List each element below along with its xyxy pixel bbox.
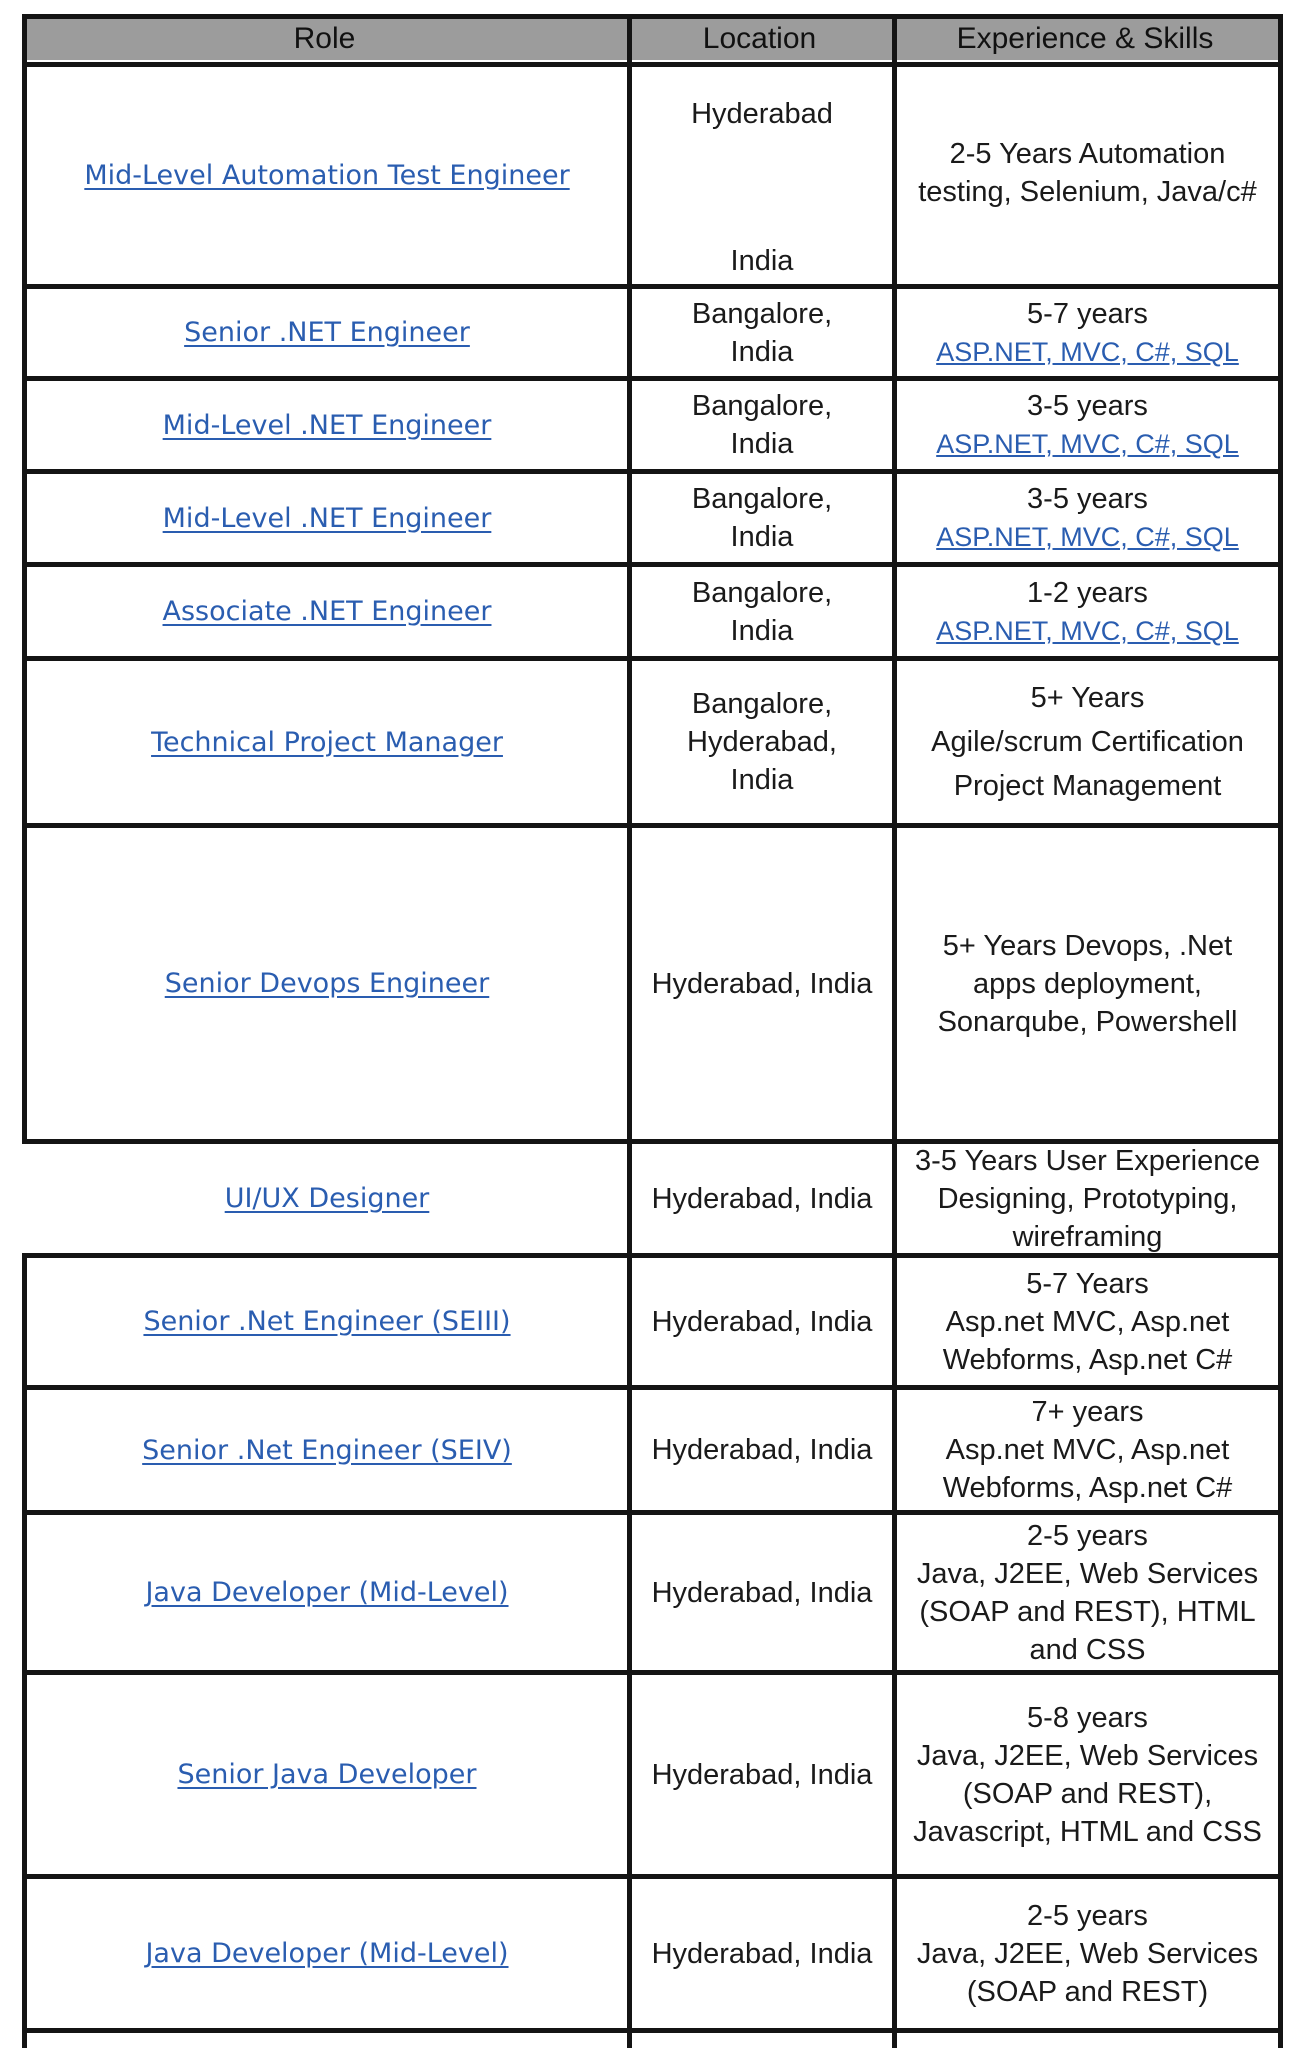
location-line: India — [730, 335, 794, 368]
experience-line: Asp.net MVC, Asp.net — [945, 1305, 1230, 1338]
experience-line: Webforms, Asp.net C# — [942, 1472, 1233, 1504]
experience-line: 2-5 years — [1027, 1899, 1148, 1932]
location-cell — [632, 661, 892, 823]
experience-cell — [897, 381, 1278, 469]
location-line: Hyderabad, India — [651, 1182, 873, 1215]
role-link[interactable]: UI/UX Designer — [224, 1183, 430, 1214]
location-cell — [632, 567, 892, 656]
role-cell — [27, 567, 627, 656]
location-cell — [632, 67, 892, 284]
skills-link[interactable]: ASP.NET, MVC, C#, SQL — [936, 429, 1239, 459]
experience-cell — [897, 1258, 1278, 1385]
location-cell — [632, 1515, 892, 1670]
experience-line: 7+ years — [1031, 1396, 1144, 1428]
location-cell — [632, 828, 892, 1139]
col-divider — [1278, 14, 1283, 2048]
role-cell — [27, 67, 627, 284]
role-link[interactable]: Mid-Level .NET Engineer — [162, 502, 492, 534]
location-line: Hyderabad, India — [651, 967, 873, 1000]
experience-cell — [897, 1144, 1278, 1253]
location-line: Hyderabad, India — [651, 1758, 873, 1791]
location-line: Bangalore, — [691, 390, 833, 422]
experience-line: Java, J2EE, Web Services — [916, 1937, 1259, 1970]
location-line: India — [730, 245, 794, 277]
header-location: Location — [702, 22, 817, 55]
experience-line: 2-5 Years Automation — [949, 138, 1226, 170]
experience-line: (SOAP and REST) — [966, 1975, 1209, 2008]
experience-cell — [897, 1390, 1278, 1510]
experience-line: Webforms, Asp.net C# — [942, 1343, 1233, 1376]
experience-line: testing, Selenium, Java/c# — [918, 176, 1257, 208]
experience-cell — [897, 289, 1278, 376]
location-line: Hyderabad — [691, 98, 833, 130]
role-cell — [27, 1879, 627, 2028]
role-cell — [27, 289, 627, 376]
experience-cell — [897, 67, 1278, 284]
role-link[interactable]: Senior .Net Engineer (SEIII) — [143, 1306, 511, 1337]
experience-line: Java, J2EE, Web Services — [916, 1557, 1259, 1590]
skills-link[interactable]: ASP.NET, MVC, C#, SQL — [936, 522, 1239, 552]
role-cell — [27, 381, 627, 469]
experience-line: 5+ Years Devops, .Net — [942, 929, 1233, 962]
experience-cell — [897, 1879, 1278, 2028]
location-cell — [632, 1144, 892, 1253]
experience-line: wireframing — [1012, 1220, 1163, 1253]
experience-line: 5-7 Years — [1026, 1267, 1149, 1300]
role-link[interactable]: Senior Devops Engineer — [164, 968, 490, 999]
role-link[interactable]: Senior .Net Engineer (SEIV) — [142, 1434, 512, 1466]
experience-line: Javascript, HTML and CSS — [913, 1815, 1262, 1848]
experience-line: 3-5 Years User Experience — [915, 1144, 1260, 1177]
location-cell — [632, 1675, 892, 1874]
role-link[interactable]: Associate .NET Engineer — [162, 596, 492, 627]
role-link[interactable]: Technical Project Manager — [151, 726, 503, 758]
experience-line: Project Management — [953, 770, 1222, 802]
role-link[interactable]: Java Developer (Mid-Level) — [145, 1577, 509, 1608]
role-link[interactable]: Senior .NET Engineer — [184, 317, 470, 348]
location-line: Hyderabad, — [687, 726, 837, 758]
location-line: Hyderabad, India — [651, 1305, 873, 1338]
role-cell — [27, 1515, 627, 1670]
role-link[interactable]: Senior Java Developer — [177, 1759, 477, 1790]
role-cell — [27, 828, 627, 1139]
role-cell — [27, 1390, 627, 1510]
location-line: Hyderabad, India — [651, 1576, 873, 1609]
header-experience: Experience & Skills — [956, 22, 1214, 55]
location-line: Bangalore, — [691, 688, 833, 720]
role-cell — [27, 1675, 627, 1874]
location-cell — [632, 1390, 892, 1510]
location-line: India — [730, 521, 794, 553]
experience-line: (SOAP and REST), — [962, 1777, 1213, 1810]
experience-line: apps deployment, — [973, 967, 1202, 1000]
experience-cell — [897, 474, 1278, 562]
location-line: Bangalore, — [691, 297, 833, 330]
skills-link[interactable]: ASP.NET, MVC, C#, SQL — [936, 336, 1239, 367]
experience-cell-partial — [897, 2033, 1278, 2048]
experience-cell — [897, 567, 1278, 656]
role-link[interactable]: Mid-Level .NET Engineer — [162, 409, 492, 441]
location-line: Hyderabad, India — [651, 1937, 873, 1970]
skills-link[interactable]: ASP.NET, MVC, C#, SQL — [936, 615, 1239, 646]
experience-line: and CSS — [1029, 1633, 1146, 1666]
role-cell — [27, 661, 627, 823]
location-line: Bangalore, — [691, 483, 833, 515]
experience-line: 5-8 years — [1027, 1701, 1148, 1734]
experience-line: 3-5 years — [1027, 483, 1148, 515]
location-line: Hyderabad, India — [651, 1434, 873, 1466]
location-cell — [632, 1879, 892, 2028]
experience-line: 1-2 years — [1027, 576, 1148, 609]
location-cell — [632, 474, 892, 562]
role-cell — [27, 1144, 627, 1253]
role-link[interactable]: Java Developer (Mid-Level) — [145, 1938, 509, 1969]
experience-line: Sonarqube, Powershell — [937, 1005, 1238, 1038]
experience-cell — [897, 1515, 1278, 1670]
experience-line: 5-7 years — [1027, 297, 1148, 330]
location-line: Bangalore, — [691, 576, 833, 609]
location-cell — [632, 381, 892, 469]
experience-cell — [897, 661, 1278, 823]
role-link[interactable]: Mid-Level Automation Test Engineer — [84, 160, 570, 191]
experience-line: Designing, Prototyping, — [937, 1182, 1238, 1215]
location-line: India — [730, 614, 794, 647]
experience-line: (SOAP and REST), HTML — [919, 1595, 1256, 1628]
location-cell — [632, 289, 892, 376]
role-cell — [27, 1258, 627, 1385]
experience-line: 5+ Years — [1030, 682, 1145, 714]
experience-cell — [897, 1675, 1278, 1874]
experience-cell — [897, 828, 1278, 1139]
location-line: India — [730, 764, 794, 796]
experience-line: Agile/scrum Certification — [931, 726, 1244, 758]
experience-line: 3-5 years — [1027, 390, 1148, 422]
experience-line: Java, J2EE, Web Services — [916, 1739, 1259, 1772]
location-cell — [632, 1258, 892, 1385]
experience-line: Asp.net MVC, Asp.net — [945, 1434, 1230, 1466]
header-role: Role — [293, 22, 356, 55]
role-cell — [27, 474, 627, 562]
row-divider — [22, 14, 1282, 19]
location-line: India — [730, 428, 794, 460]
experience-line: 2-5 years — [1027, 1519, 1148, 1552]
